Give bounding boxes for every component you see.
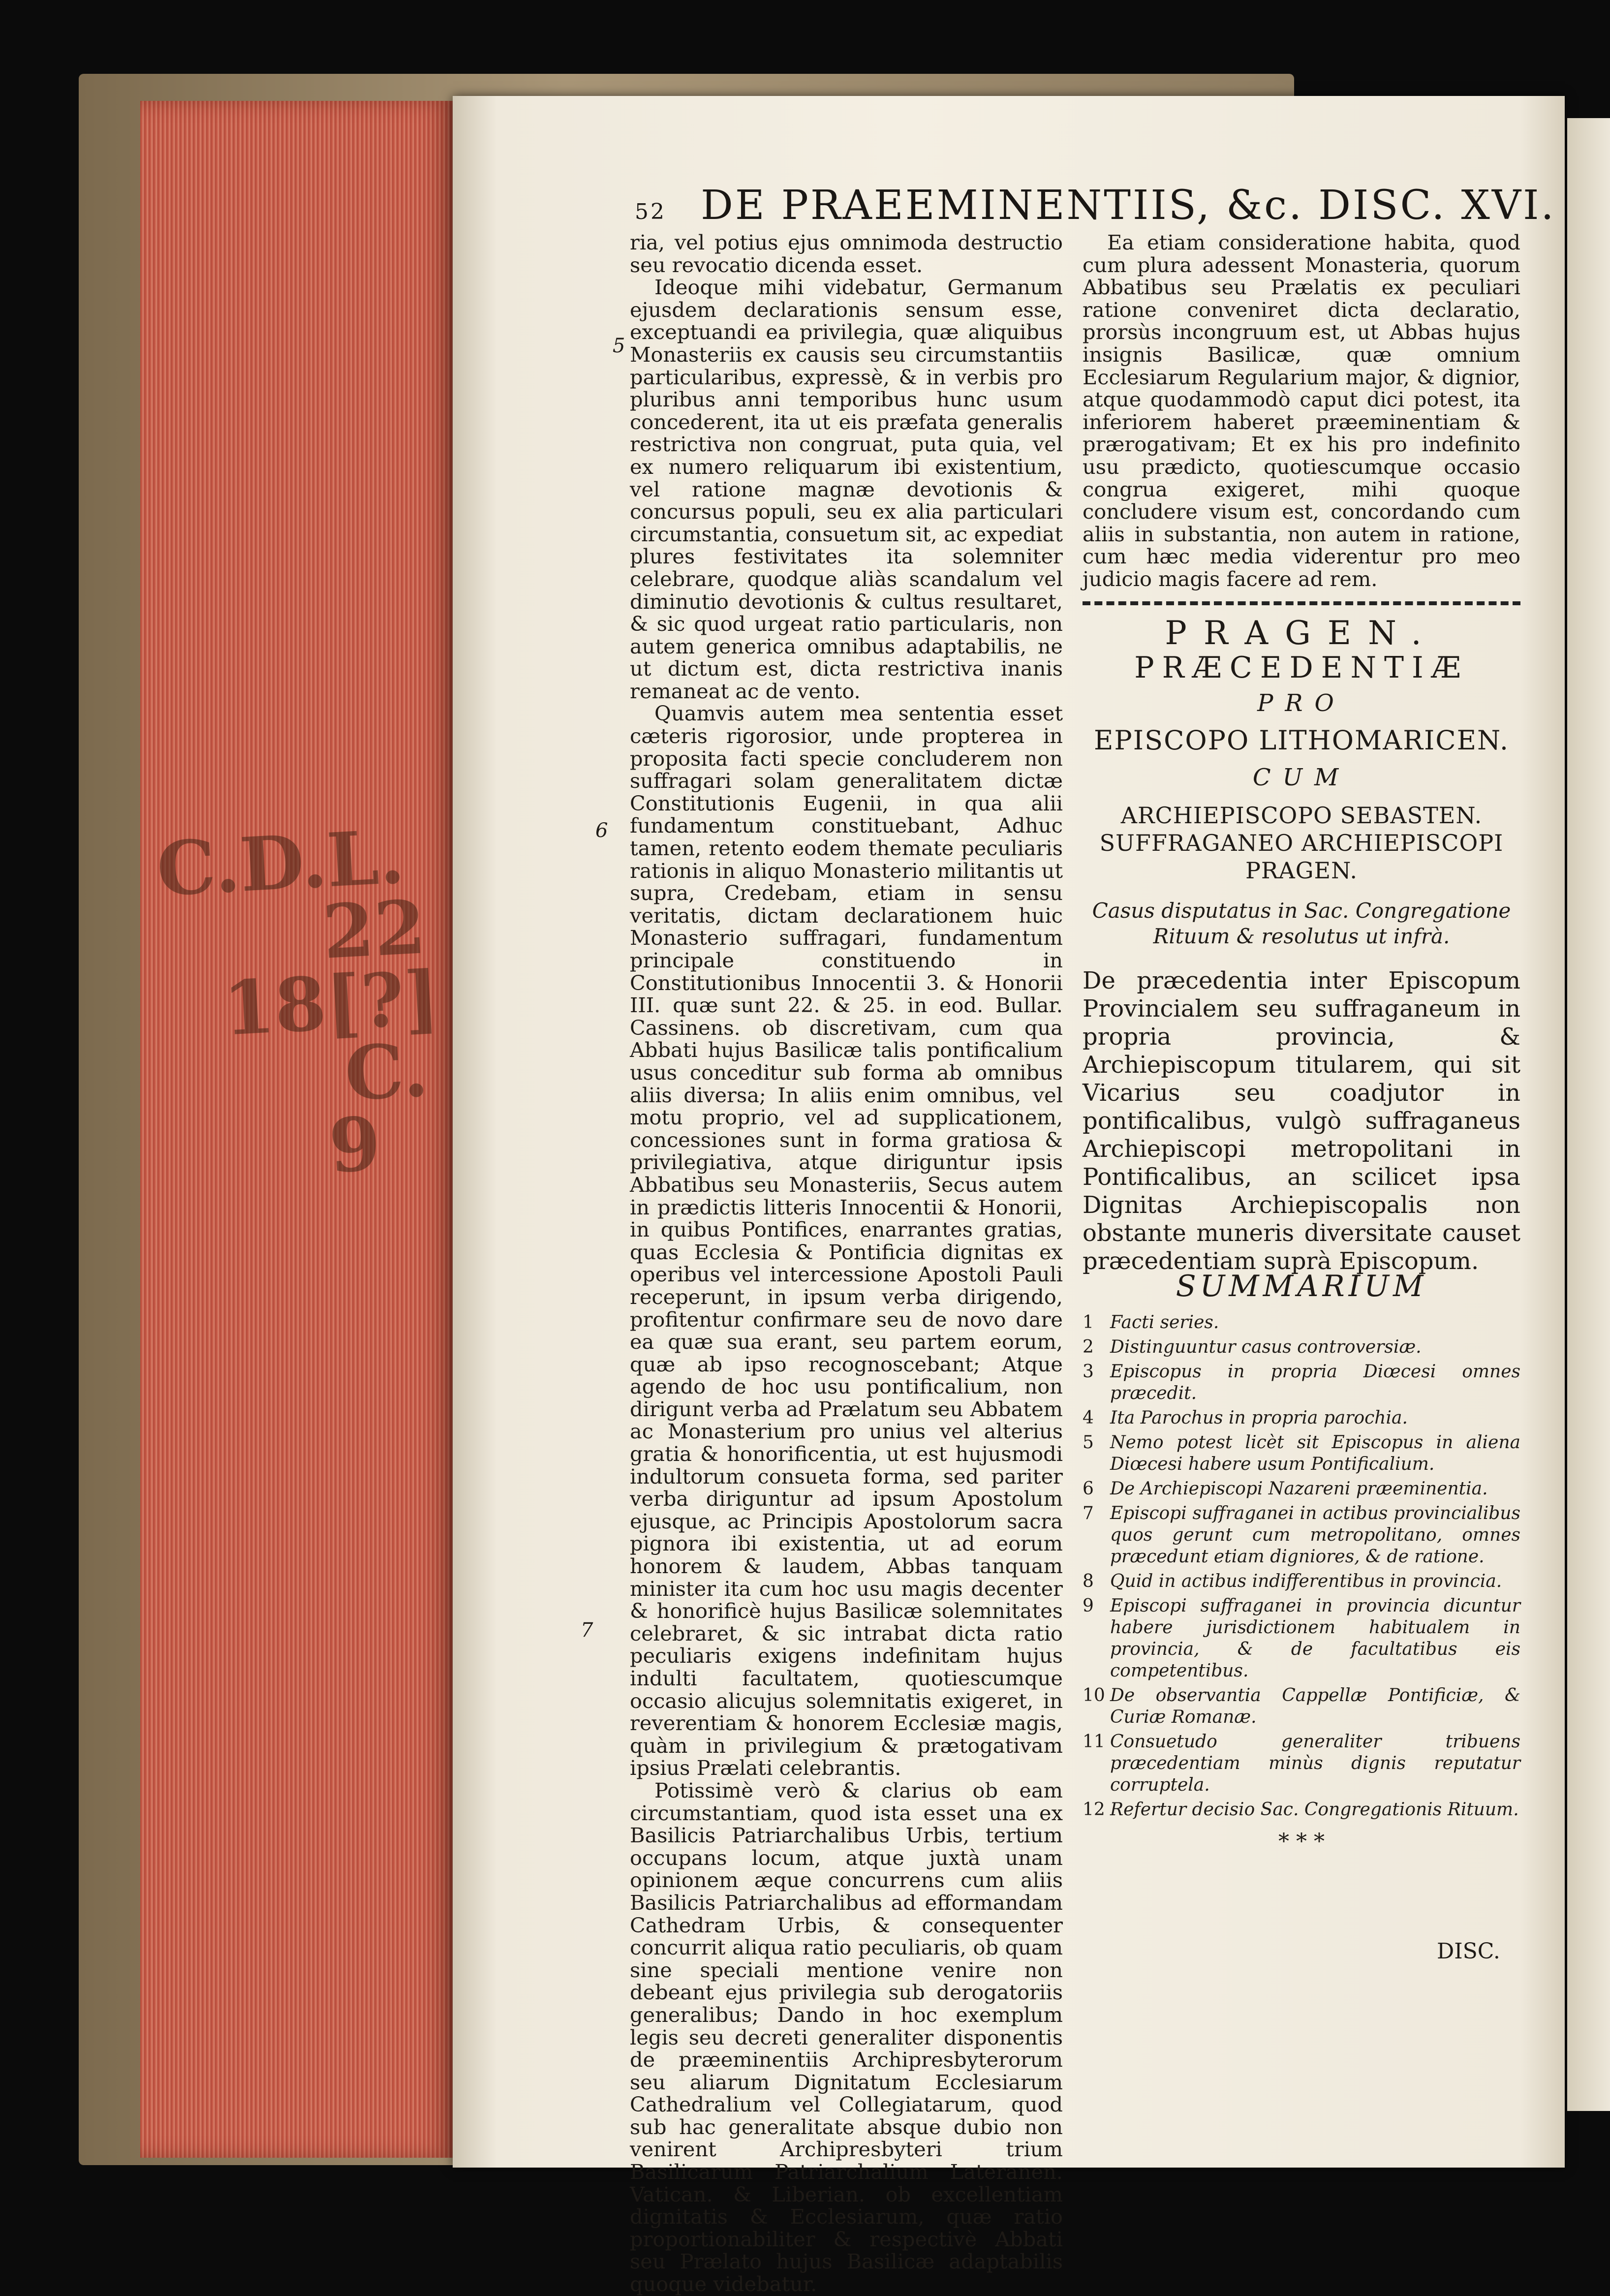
- heading-praecedentiae: PRÆCEDENTIÆ: [1134, 651, 1469, 685]
- stamp-line: C.: [342, 1026, 431, 1117]
- item-number: 2: [1083, 1337, 1094, 1358]
- heading-cum: CUM: [1252, 763, 1351, 791]
- page-number: 52: [635, 199, 666, 224]
- item-text: Episcopus in propria Diœcesi omnes præcedit.: [1110, 1362, 1520, 1404]
- left-column: [630, 231, 1063, 2296]
- margin-number: 5: [613, 335, 625, 357]
- item-text: Facti series.: [1110, 1312, 1219, 1333]
- item-text: De observantia Cappellæ Pontificiæ, & Curiæ Romanæ.: [1110, 1685, 1520, 1728]
- case-intro: De præcedentia inter Episcopum Provincialem seu suffraganeum in propria provincia, & Archiepiscopum titularem, qui sit Vicarius seu coadjutor in pontificalibus, vulgò suffraganeus Archiepiscopi metropolitani in Pontificalibus, an scilicet ipsa Dignitas Archiepiscopalis non obstante muneris diversitate causet præcedentiam suprà Episcopum.: [1083, 967, 1520, 1275]
- item-text: Consuetudo generaliter tribuens præcedentiam minùs dignis reputatur corruptela.: [1110, 1732, 1520, 1796]
- item-text: Refertur decisio Sac. Congregationis Rituum.: [1110, 1800, 1519, 1820]
- heading-archiepiscopo: ARCHIEPISCOPO SEBASTEN. SUFFRAGANEO ARCHIEPISCOPI PRAGEN.: [1099, 802, 1504, 884]
- stamp-line: 22: [320, 884, 428, 976]
- item-text: Nemo potest licèt sit Episcopus in aliena Diœcesi habere usum Pontificalium.: [1110, 1432, 1520, 1475]
- stamp-line: C.D.L.: [155, 813, 407, 913]
- item-text: Episcopi suffraganei in provincia dicuntur habere jurisdictionem habitualem in provincia, & de facultatibus eis competentibus.: [1110, 1596, 1520, 1681]
- next-page-edge: [1567, 118, 1610, 2111]
- summarium-item: [1083, 1361, 1520, 1404]
- heading-pragen: PRAGEN.: [1165, 614, 1438, 652]
- summarium-item: [1083, 1571, 1520, 1592]
- paragraph: Ideoque mihi videbatur, Germanum ejusdem declarationis sensum esse, exceptuandi ea privilegia, quæ aliquibus Monasteriis ex causis seu circumstantiis particularibus, expressè, & in verbis pro pluribus anni temporibus hunc usum concederent, ita ut eis præfata generalis restrictiva non congruat, puta quia, vel ex numero reliquarum ibi existentium, vel ratione magnæ devotionis & concursus populi, seu ex alia particulari circumstantia, consuetum sit, ac expediat plures festivitates ita solemniter celebrare, quodque aliàs scandalum vel diminutio devotionis & cultus resultaret, & sic quod urgeat ratio particularis, non autem generica omnibus adaptabilis, ne ut dictum est, dicta restrictiva inanis remaneat ac de vento.: [630, 275, 1063, 703]
- item-number: 9: [1083, 1596, 1094, 1616]
- asterism: * * *: [1278, 1829, 1325, 1855]
- summarium-item: [1083, 1731, 1520, 1796]
- summarium-heading: SUMMARIUM: [1176, 1269, 1427, 1304]
- summarium-item: [1083, 1799, 1520, 1821]
- item-text: Distinguuntur casus controversiæ.: [1110, 1337, 1422, 1358]
- item-number: 1: [1083, 1312, 1094, 1333]
- item-number: 11: [1083, 1732, 1105, 1752]
- margin-number: 7: [581, 1619, 593, 1642]
- paragraph: Quamvis autem mea sententia esset cæteris rigorosior, unde propterea in proposita facti specie concluderem non suffragari solam generalitatem dictæ Constitutionis Eugenii, in qua alii fundamentum constituebant, Adhuc tamen, retento eodem themate peculiaris rationis in aliquo Monasterio militantis ut supra, Credebam, etiam in sensu veritatis, dictam declarationem huic Monasterio suffragari, fundamentum principale constituendo in Constitutionibus Innocentii 3. & Honorii III. quæ sunt 22. & 25. in eod. Bullar. Cassinens. ob discretivam, cum qua Abbati hujus Basilicæ talis pontificalium usus conceditur sub forma ab omnibus aliis diversa; In aliis enim omnibus, vel motu proprio, vel ad supplicationem, concessiones sunt in forma gratiosa & privilegiativa, atque diriguntur ipsis Abbatibus seu Monasteriis, Secus autem in prædictis litteris Innocentii & Honorii, in quibus Pontifices, enarrantes gratias, quas Ecclesia & Pontificia dignitas ex operibus vel intercessione Apostoli Pauli receperunt, in ipsum verba dirigendo, profitentur confirmare seu de novo dare ea quæ sua erant, seu partem eorum, quæ ab ipso recognoscebant; Atque agendo de hoc usu pontificalium, non dirigunt verba ad Prælatum seu Abbatem ac Monasterium pro unius vel alterius gratia & honorificentia, ut est hujusmodi indultorum consueta forma, sed pariter verba diriguntur ad ipsum Apostolum ejusque, ac Principis Apostolorum sacra pignora ibi existentia, ut ad eorum honorem & laudem, Abbas tanquam minister ita cum hoc usu magis decenter & honorificè hujus Basilicæ solemnitates celebraret, & sic intrabat dicta ratio peculiaris exigens indefinitam hujus indulti facultatem, quotiescumque occasio alicujus solemnitatis exigeret, in reverentiam & honorem Ecclesiæ magis, quàm in privilegium & prætogativam ipsius Prælati celebrantis.: [630, 701, 1063, 1780]
- item-text: Ita Parochus in propria parochia.: [1110, 1408, 1408, 1428]
- summarium-item: [1083, 1336, 1520, 1358]
- stamp-line: 18[?]: [221, 954, 441, 1053]
- item-text: Episcopi suffraganei in actibus provincialibus quos gerunt cum metropolitano, omnes præcedunt etiam digniores, & de ratione.: [1110, 1503, 1520, 1567]
- item-number: 7: [1083, 1503, 1094, 1524]
- stamp-line: 9: [327, 1100, 383, 1190]
- paragraph: ria, vel potius ejus omnimoda destructio seu revocatio dicenda esset.: [630, 230, 1063, 277]
- summarium-list: [1083, 1312, 1520, 1821]
- right-column: [1083, 231, 1520, 1853]
- summarium-item: [1083, 1595, 1520, 1682]
- item-number: 3: [1083, 1362, 1094, 1382]
- item-text: Quid in actibus indifferentibus in provincia.: [1110, 1571, 1502, 1592]
- item-number: 12: [1083, 1800, 1105, 1820]
- summarium-item: [1083, 1407, 1520, 1429]
- item-number: 10: [1083, 1685, 1105, 1706]
- summarium-item: [1083, 1685, 1520, 1728]
- summarium-item: [1083, 1312, 1520, 1334]
- catchword: DISC.: [1437, 1939, 1500, 1964]
- heading-pro: PRO: [1257, 689, 1346, 717]
- paragraph: Ea etiam consideratione habita, quod cum plura adessent Monasteria, quorum Abbatibus seu Prælatis ex peculiari ratione conveniret dicta declaratio, prorsùs incongruum est, ut Abbas hujus insignis Basilicæ, quæ omnium Ecclesiarum Regularium major, & dignior, atque quodammodò caput dici potest, ita inferiorem haberet præeminentiam & prærogativam; Et ex his pro indefinito usu prædicto, quotiescumque occasio congrua exigeret, mihi quoque concludere visum est, concordando cum aliis in substantia, non autem in ratione, cum hæc media viderentur pro meo judicio magis facere ad rem.: [1083, 230, 1520, 591]
- item-number: 6: [1083, 1479, 1094, 1499]
- dashed-rule: [1083, 601, 1520, 605]
- case-subtitle: Casus disputatus in Sac. Congregatione Rituum & resolutus ut infrà.: [1092, 899, 1511, 949]
- summarium-item: [1083, 1503, 1520, 1568]
- item-number: 4: [1083, 1408, 1094, 1428]
- item-text: De Archiepiscopi Nazareni præeminentia.: [1110, 1479, 1488, 1499]
- item-number: 8: [1083, 1571, 1094, 1592]
- running-title: DE PRAEEMINENTIIS, &c. DISC. XVI.: [701, 182, 1556, 229]
- running-head: [635, 182, 1556, 236]
- heading-episcopo: EPISCOPO LITHOMARICEN.: [1094, 725, 1509, 756]
- paragraph: Potissimè verò & clarius ob eam circumstantiam, quod ista esset una ex Basilicis Patriarchalibus Urbis, tertium occupans locum, atque juxtà unam opinionem æque concurrens cum aliis Basilicis Patriarchalibus ad efformandam Cathedram Urbis, & consequenter concurrit aliqua ratio peculiaris, ob quam sine speciali mentione venire non debeant ejus privilegia sub derogatoriis generalibus; Dando in hoc exemplum legis seu decreti generaliter disponentis de præeminentiis Archipresbyterorum seu aliarum Dignitatum Ecclesiarum Cathedralium vel Collegiatarum, quod sub hac generalitate absque dubio non venirent Archipresbyteri trium Basilicarum Patriarchalium Lateranen. Vatican. & Liberian. ob excellentiam dignitatis & Ecclesiarum, quæ ratio proportionabiliter & respectivè Abbati seu Prælato hujus Basilicæ adaptabilis quoque videbatur.: [630, 1778, 1063, 2296]
- margin-number: 6: [595, 819, 608, 842]
- summarium-item: [1083, 1432, 1520, 1475]
- spine-stamp: [155, 813, 455, 1190]
- item-number: 5: [1083, 1432, 1094, 1453]
- summarium-item: [1083, 1478, 1520, 1500]
